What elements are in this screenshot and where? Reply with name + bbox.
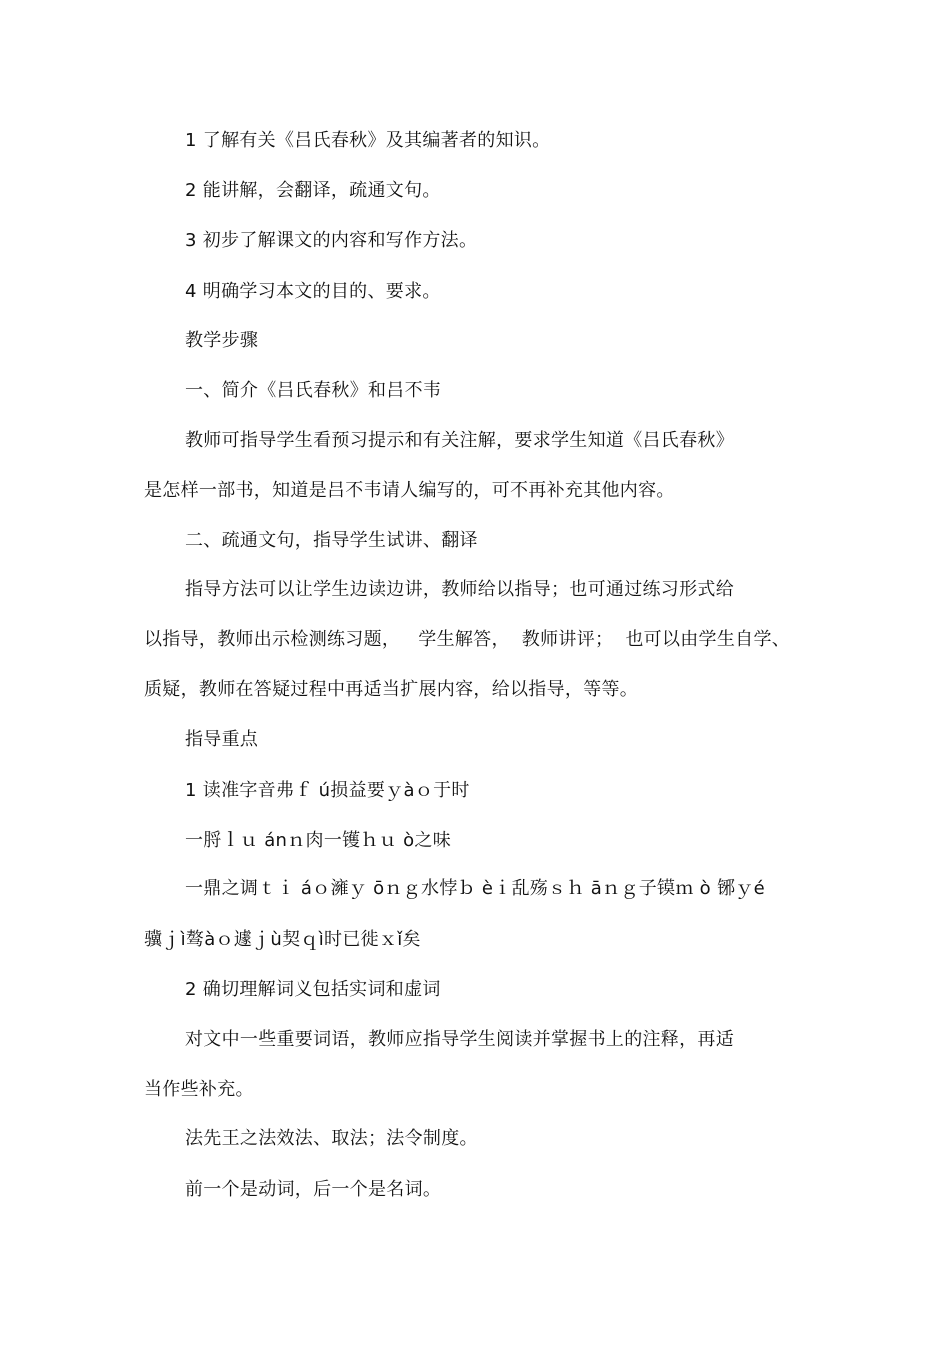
subheading: 指导重点 (185, 729, 259, 750)
paragraph-line: 当作些补充。 (144, 1079, 254, 1100)
objective-2: 2 能讲解，会翻译，疏通文句。 (185, 180, 441, 201)
section-heading: 教学步骤 (185, 330, 259, 351)
pronunciation-line: 一鼎之调ｔｉ áｏ澭ｙ ōｎｇ水悖ｂ èｉ乱殇ｓｈ āｎｇ子镆ｍ ò 铘ｙé (185, 878, 765, 899)
paragraph-line: 前一个是动词，后一个是名词。 (185, 1179, 442, 1200)
objective-1: 1 了解有关《吕氏春秋》及其编著者的知识。 (185, 130, 551, 151)
subheading: 2 确切理解词义包括实词和虚词 (185, 979, 441, 1000)
paragraph-line: 质疑，教师在答疑过程中再适当扩展内容，给以指导，等等。 (144, 679, 639, 700)
objective-4: 4 明确学习本文的目的、要求。 (185, 281, 441, 302)
pronunciation-line: 一脟ｌｕ ánｎ肉一镬ｈｕ ò之味 (185, 830, 451, 851)
paragraph-line: 教师可指导学生看预习提示和有关注解，要求学生知道《吕氏春秋》 (185, 430, 734, 451)
objective-3: 3 初步了解课文的内容和写作方法。 (185, 230, 478, 251)
step-2-heading: 二、疏通文句，指导学生试讲、翻译 (185, 530, 478, 551)
paragraph-line: 是怎样一部书，知道是吕不韦请人编写的，可不再补充其他内容。 (144, 480, 675, 501)
step-1-heading: 一、简介《吕氏春秋》和吕不韦 (185, 380, 442, 401)
paragraph-line: 指导方法可以让学生边读边讲，教师给以指导；也可通过练习形式给 (185, 579, 734, 600)
paragraph-line: 法先王之法效法、取法；法令制度。 (185, 1128, 478, 1149)
paragraph-line: 以指导，教师出示检测练习题， 学生解答， 教师讲评； 也可以由学生自学、 (144, 629, 791, 650)
paragraph-line: 对文中一些重要词语，教师应指导学生阅读并掌握书上的注释，再适 (185, 1029, 734, 1050)
pronunciation-line: 骥ｊì骜àｏ遽ｊù契ｑì时已徙ｘǐ矣 (144, 929, 421, 950)
pronunciation-line: 1 读准字音弗ｆ ú损益要ｙàｏ于时 (185, 780, 470, 801)
